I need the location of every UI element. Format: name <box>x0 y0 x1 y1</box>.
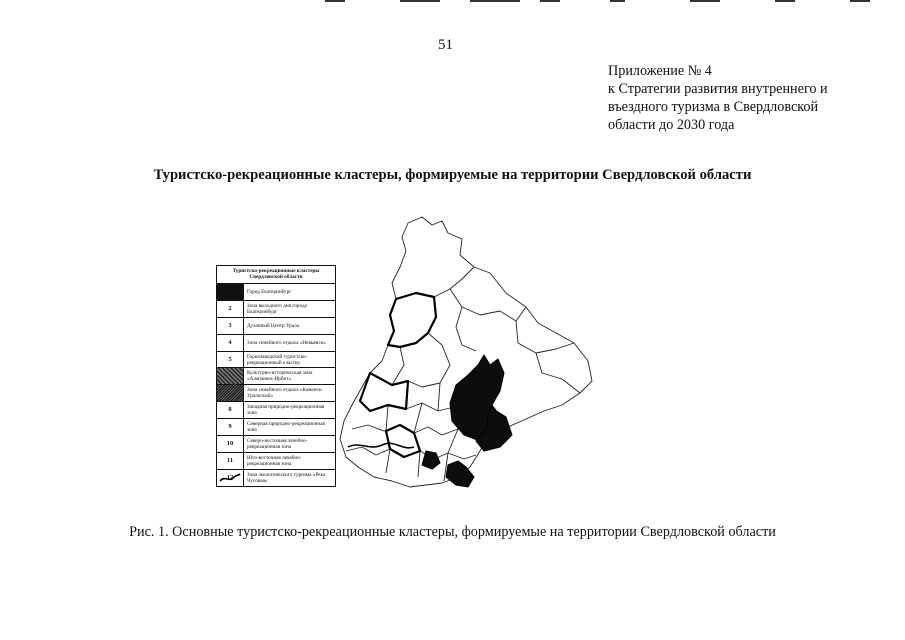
legend-row <box>217 352 335 369</box>
legend-label: Зона семейного отдыха «Каменск-Уральский» <box>247 387 324 400</box>
legend-label: Западная природно-рекреационная зона <box>247 404 325 417</box>
legend-swatch <box>217 335 244 351</box>
legend-row <box>217 284 335 301</box>
appendix-line: к Стратегии развития внутреннего и <box>608 81 828 97</box>
map-legend <box>216 265 336 487</box>
legend-label: Юго-восточная лечебно-рекреационная зона <box>247 454 302 467</box>
legend-row <box>217 453 335 470</box>
legend-number: 2 <box>228 304 232 312</box>
legend-swatch <box>217 436 244 452</box>
legend-number: 4 <box>228 338 232 346</box>
legend-label: Зона семейного отдыха «Невьянск» <box>247 339 326 346</box>
page-number: 51 <box>438 37 453 53</box>
legend-row <box>217 318 335 335</box>
legend-swatch <box>217 419 244 435</box>
legend-label: Культурно-историческая зона «Алапаевск-Ирбит» <box>247 370 313 383</box>
legend-label: Горнозаводский туристско-рекреационный кластер <box>247 353 308 366</box>
legend-label: Зона выходного дня города Екатеринбург <box>247 302 307 315</box>
region-map <box>330 215 600 495</box>
legend-label: Зона экологического туризма «Река Чусовая» <box>247 471 326 484</box>
legend-heading: Туристско-рекреационные кластеры Свердловской области <box>217 266 335 284</box>
legend-swatch <box>217 453 244 469</box>
legend-row <box>217 301 335 318</box>
legend-row <box>217 436 335 453</box>
legend-swatch <box>217 352 244 368</box>
legend-swatch <box>217 470 244 486</box>
appendix-note <box>608 62 828 134</box>
legend-row <box>217 470 335 486</box>
legend-label: Северная природно-рекреационная зона <box>247 421 325 434</box>
legend-row <box>217 419 335 436</box>
legend-swatch <box>217 402 244 418</box>
legend-swatch <box>217 385 244 401</box>
legend-row <box>217 335 335 352</box>
legend-row <box>217 402 335 419</box>
legend-label: Северо-восточная лечебно-рекреационная зона <box>247 437 308 450</box>
scan-edge-marks <box>0 0 905 6</box>
legend-row <box>217 385 335 402</box>
legend-number: 10 <box>226 439 234 447</box>
legend-number: 12 <box>226 473 234 481</box>
figure-caption: Рис. 1. Основные туристско-рекреационные кластеры, формируемые на территории Свердловской области <box>129 524 776 540</box>
legend-swatch <box>217 318 244 334</box>
legend-number: 5 <box>228 355 232 363</box>
legend-number: 8 <box>228 406 232 414</box>
legend-swatch <box>217 301 244 317</box>
legend-label: Духовный Центр Урала <box>247 322 300 329</box>
legend-row <box>217 368 335 385</box>
legend-label: Город Екатеринбург <box>247 288 292 295</box>
legend-swatch <box>217 368 244 384</box>
legend-swatch <box>217 284 244 300</box>
document-title: Туристско-рекреационные кластеры, формируемые на территории Свердловской области <box>153 167 752 183</box>
legend-number: 3 <box>228 321 232 329</box>
legend-number: 9 <box>228 423 232 431</box>
appendix-line: Приложение № 4 <box>608 63 712 79</box>
appendix-line: области до 2030 года <box>608 117 735 133</box>
legend-number: 11 <box>226 456 234 464</box>
legend-rows <box>217 284 335 486</box>
appendix-line: въездного туризма в Свердловской <box>608 99 819 115</box>
